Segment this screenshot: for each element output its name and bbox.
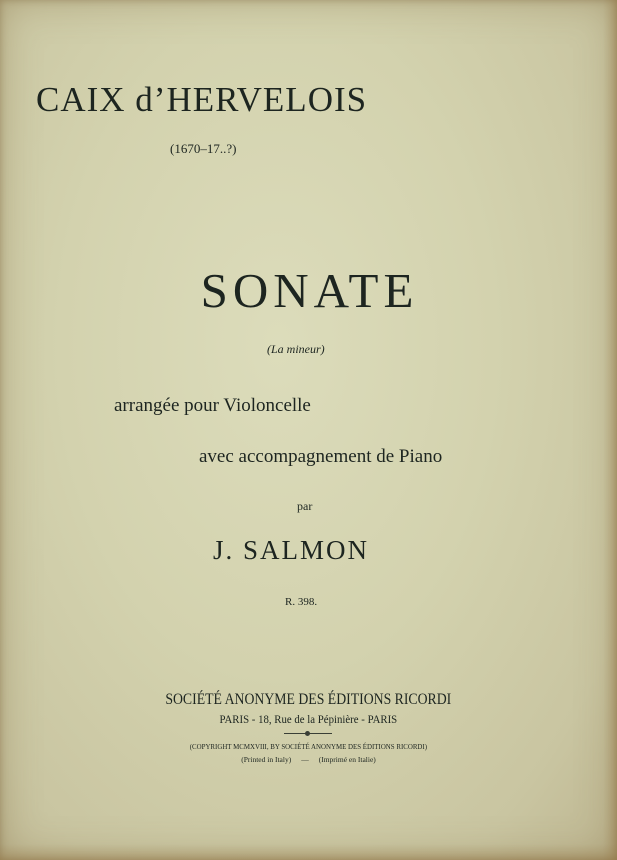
divider-dot — [305, 731, 310, 736]
printed-in-italy: (Printed in Italy) — [241, 755, 292, 764]
paper-edge-bottom — [0, 844, 617, 860]
catalog-number: R. 398. — [285, 596, 318, 608]
publisher-address: PARIS - 18, Rue de la Pépinière - PARIS — [219, 712, 398, 726]
work-key: (La mineur) — [267, 342, 325, 356]
work-title: SONATE — [200, 263, 419, 318]
printed-separator: — — [301, 755, 309, 764]
paper-edge-right — [603, 0, 617, 860]
copyright-notice: (COPYRIGHT MCMXVIII, BY SOCIÉTÉ ANONYME DES ÉDITIONS RICORDI) — [189, 742, 428, 751]
arrangement-line-2: avec accompagnement de Piano — [199, 446, 443, 467]
printed-notice — [0, 755, 617, 764]
arrangement-line-1: arrangée pour Violoncelle — [114, 395, 311, 416]
publisher-name: SOCIÉTÉ ANONYME DES ÉDITIONS RICORDI — [165, 691, 452, 708]
by-label: par — [297, 499, 313, 513]
arranger-name: J. SALMON — [213, 535, 370, 565]
imprime-en-italie: (Imprimé en Italie) — [318, 755, 376, 764]
composer-name: CAIX d’HERVELOIS — [36, 80, 368, 119]
composer-dates: (1670–17..?) — [170, 141, 237, 156]
